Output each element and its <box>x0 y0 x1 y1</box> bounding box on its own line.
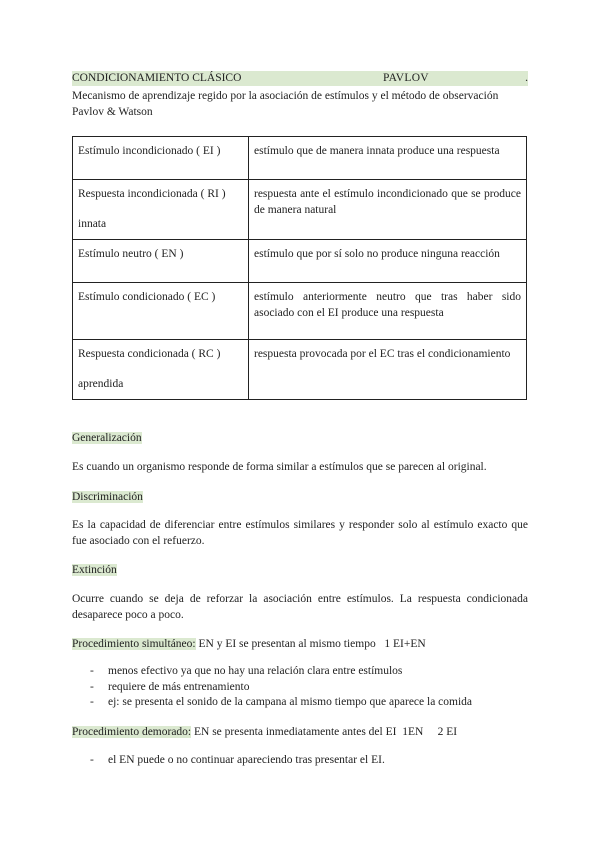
bullet-list-simultaneo <box>72 664 532 711</box>
section-text-demorado: EN se presenta inmediatamente antes del EI 1EN 2 EI <box>191 726 458 738</box>
term-label: Respuesta condicionada ( RC ) <box>78 348 221 360</box>
section-heading-demorado: Procedimiento demorado: <box>72 726 192 738</box>
section-heading-extincion: Extinción <box>72 564 117 576</box>
definition-cell: respuesta provocada por el EC tras el condicionamiento <box>249 340 527 400</box>
intro-line-2: Pavlov & Watson <box>72 106 153 118</box>
title-trailing-mark: . <box>525 72 528 84</box>
table-row <box>73 137 527 180</box>
definition-cell: estímulo que por sí solo no produce ninguna reacción <box>249 240 527 283</box>
bullet-mark: - <box>90 754 94 766</box>
section-simultaneo <box>72 637 532 652</box>
term-note: aprendida <box>78 378 124 390</box>
document-title: CONDICIONAMIENTO CLÁSICO <box>72 72 242 84</box>
list-item: - ej: se presenta el sonido de la campana al mismo tiempo que aparece la comida <box>72 695 532 711</box>
table-row <box>73 240 527 283</box>
definition-cell: estímulo que de manera innata produce una respuesta <box>249 137 527 180</box>
section-text-simultaneo: EN y EI se presentan al mismo tiempo 1 EI+EN <box>195 638 426 650</box>
bullet-list-demorado <box>72 753 532 769</box>
bullet-mark: - <box>90 696 94 708</box>
title-bar <box>72 71 528 86</box>
intro-line-1: Mecanismo de aprendizaje regido por la asociación de estímulos y el método de observación <box>72 90 499 102</box>
table-row <box>73 340 527 400</box>
term-cell <box>73 340 249 400</box>
term-note: innata <box>78 218 107 230</box>
term-cell <box>73 240 249 283</box>
section-heading-simultaneo: Procedimiento simultáneo: <box>72 638 196 650</box>
table-row <box>73 180 527 240</box>
term-label: Respuesta incondicionada ( RI ) <box>78 188 226 200</box>
section-text-generalizacion: Es cuando un organismo responde de forma similar a estímulos que se parecen al original. <box>72 461 487 473</box>
section-demorado <box>72 725 532 740</box>
definition-cell: respuesta ante el estímulo incondicionado que se produce de manera natural <box>249 180 527 240</box>
term-label: Estímulo condicionado ( EC ) <box>78 291 216 303</box>
bullet-mark: - <box>90 680 94 693</box>
document-author: PAVLOV <box>383 72 429 84</box>
term-label: Estímulo incondicionado ( EI ) <box>78 145 221 157</box>
list-item: - requiere de más entrenamiento <box>72 680 532 696</box>
section-heading-generalizacion: Generalización <box>72 432 142 444</box>
table-row <box>73 283 527 340</box>
definition-cell: estímulo anteriormente neutro que tras haber sido asociado con el EI produce una respuesta <box>249 283 527 340</box>
term-label: Estímulo neutro ( EN ) <box>78 248 184 260</box>
section-text-extincion: Ocurre cuando se deja de reforzar la asociación entre estímulos. La respuesta condicionada desaparece poco a poco. <box>72 593 528 621</box>
term-cell <box>73 283 249 340</box>
intro-text <box>72 88 532 120</box>
bullet-mark: - <box>90 665 94 677</box>
terms-table <box>72 136 527 400</box>
term-cell <box>73 137 249 180</box>
list-item: - el EN puede o no continuar apareciendo tras presentar el EI. <box>72 753 532 769</box>
term-cell <box>73 180 249 240</box>
section-text-discriminacion: Es la capacidad de diferenciar entre estímulos similares y responder solo al estímulo exacto que fue asociado con el refuerzo. <box>72 519 528 547</box>
list-item: - menos efectivo ya que no hay una relación clara entre estímulos <box>72 664 532 680</box>
section-heading-discriminacion: Discriminación <box>72 491 143 503</box>
